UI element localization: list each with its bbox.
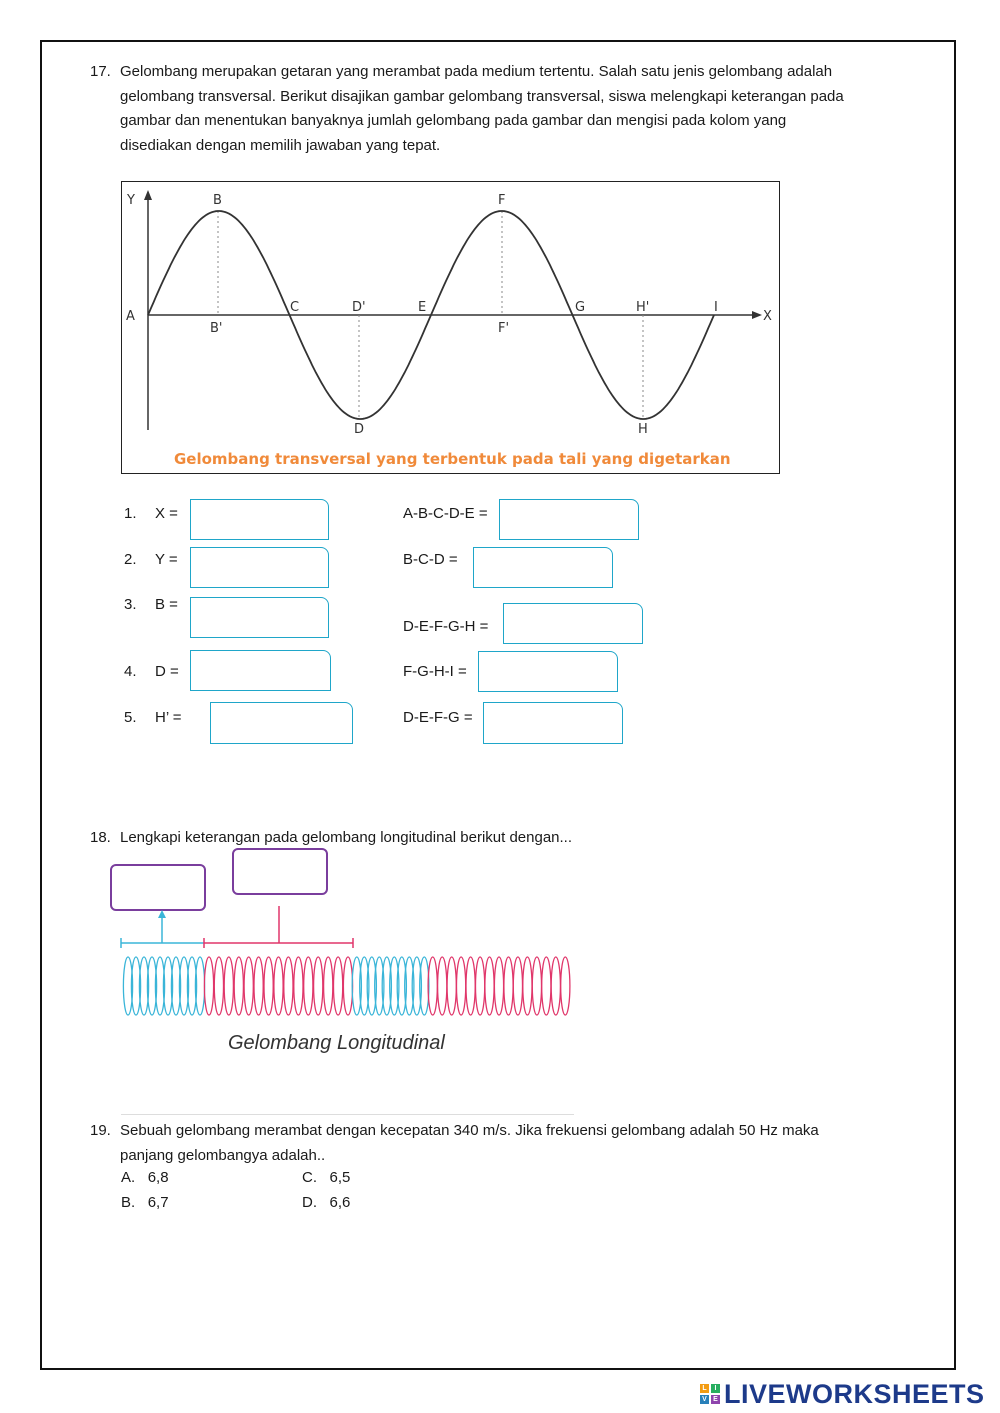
item-label-x: X = xyxy=(155,505,178,522)
option-value: 6,7 xyxy=(147,1194,169,1211)
answer-box-defg[interactable] xyxy=(483,702,623,744)
point-label-e: E xyxy=(418,300,427,315)
item-number: 1. xyxy=(124,505,137,522)
point-label-f-prime: F' xyxy=(498,321,510,336)
transverse-wave-figure xyxy=(121,181,780,474)
option-letter: C. xyxy=(302,1169,317,1186)
answer-box-rarefaction[interactable] xyxy=(110,864,206,911)
item-label-fghi: F-G-H-I = xyxy=(403,663,467,680)
answer-box-fghi[interactable] xyxy=(478,651,618,692)
answer-box-x[interactable] xyxy=(190,499,329,540)
liveworksheets-logo-icon: L I V E xyxy=(700,1384,720,1404)
point-label-b: B xyxy=(213,193,222,208)
point-label-c: C xyxy=(290,300,300,315)
question-19 xyxy=(90,1119,935,1168)
item-label-defg: D-E-F-G = xyxy=(403,709,473,726)
item-label-h-prime: H’ = xyxy=(155,709,182,726)
point-label-h-prime: H' xyxy=(636,300,650,315)
question-text xyxy=(120,60,935,158)
option-d[interactable] xyxy=(302,1194,350,1211)
option-value: 6,5 xyxy=(329,1169,351,1186)
question-line: gambar dan menentukan banyaknya jumlah gelombang pada gambar dan mengisi pada kolom yang xyxy=(120,112,787,129)
spring-coil xyxy=(304,957,313,1015)
question-number: 19. xyxy=(90,1122,111,1139)
answer-box-d[interactable] xyxy=(190,650,331,691)
question-number: 18. xyxy=(90,829,111,846)
spring-coil xyxy=(294,957,303,1015)
transverse-wave-diagram xyxy=(122,182,781,475)
spring-coil xyxy=(334,957,343,1015)
y-axis-arrow-icon xyxy=(144,190,152,200)
point-label-d-prime: D' xyxy=(352,300,366,315)
point-label-i: I xyxy=(714,300,718,315)
question-line: Gelombang merupakan getaran yang merambat pada medium tertentu. Salah satu jenis gelombang adalah xyxy=(120,63,833,80)
option-value: 6,6 xyxy=(329,1194,351,1211)
spring-coil xyxy=(561,957,570,1015)
spring-coil xyxy=(274,957,283,1015)
option-b[interactable] xyxy=(121,1194,169,1211)
arrow-up-icon xyxy=(158,910,166,918)
spring-coil xyxy=(542,957,551,1015)
point-label-a: A xyxy=(126,309,135,324)
item-label-abcde: A-B-C-D-E = xyxy=(403,505,488,522)
spring-coil xyxy=(485,957,494,1015)
answer-box-defgh[interactable] xyxy=(503,603,643,644)
spring-coil xyxy=(466,957,475,1015)
item-number: 3. xyxy=(124,596,137,613)
item-label-y: Y = xyxy=(155,551,178,568)
point-label-f: F xyxy=(498,193,506,208)
item-number: 4. xyxy=(124,663,137,680)
liveworksheets-brand xyxy=(700,1378,985,1410)
spring-coil xyxy=(551,957,560,1015)
answer-box-bcd[interactable] xyxy=(473,547,613,588)
x-axis-arrow-icon xyxy=(752,311,762,319)
item-label-defgh: D-E-F-G-H = xyxy=(403,618,489,635)
point-label-d: D xyxy=(354,422,365,437)
spring-coil xyxy=(476,957,485,1015)
option-letter: B. xyxy=(121,1194,136,1211)
item-number: 2. xyxy=(124,551,137,568)
question-text xyxy=(120,1119,935,1168)
brand-name: LIVEWORKSHEETS xyxy=(724,1378,985,1409)
spring-coil xyxy=(447,957,456,1015)
spring-coil xyxy=(214,957,223,1015)
spring-coil xyxy=(314,957,323,1015)
spring-coils xyxy=(123,957,570,1015)
spring-coil xyxy=(284,957,293,1015)
figure-caption: Gelombang transversal yang terbentuk pada tali yang digetarkan xyxy=(174,450,731,468)
option-value: 6,8 xyxy=(147,1169,169,1186)
axis-label-y: Y xyxy=(127,193,135,208)
axis-label-x: X xyxy=(763,309,772,324)
option-c[interactable] xyxy=(302,1169,350,1186)
spring-coil xyxy=(264,957,273,1015)
answer-box-abcde[interactable] xyxy=(499,499,639,540)
spring-coil xyxy=(523,957,532,1015)
longitudinal-wave-diagram xyxy=(110,906,590,1016)
spring-coil xyxy=(494,957,503,1015)
spring-coil xyxy=(532,957,541,1015)
question-18 xyxy=(90,826,935,851)
spring-coil xyxy=(224,957,233,1015)
question-line: panjang gelombangya adalah.. xyxy=(120,1146,326,1164)
answer-box-h-prime[interactable] xyxy=(210,702,353,744)
spring-coil xyxy=(254,957,263,1015)
question-number: 17. xyxy=(90,63,111,80)
spring-coil xyxy=(457,957,466,1015)
spring-coil xyxy=(234,957,243,1015)
answer-box-b[interactable] xyxy=(190,597,329,638)
question-text: Lengkapi keterangan pada gelombang longitudinal berikut dengan... xyxy=(120,829,573,846)
option-a[interactable] xyxy=(121,1169,169,1186)
option-letter: A. xyxy=(121,1169,136,1186)
answer-box-y[interactable] xyxy=(190,547,329,588)
item-label-b: B = xyxy=(155,596,178,613)
spring-coil xyxy=(343,957,352,1015)
spring-coil xyxy=(504,957,513,1015)
item-number: 5. xyxy=(124,709,137,726)
point-label-h: H xyxy=(638,422,648,437)
question-line: Sebuah gelombang merambat dengan kecepatan 340 m/s. Jika frekuensi gelombang adalah 50 Hz maka xyxy=(120,1122,819,1139)
spring-coil xyxy=(324,957,333,1015)
option-letter: D. xyxy=(302,1194,317,1211)
question-line: gelombang transversal. Berikut disajikan gambar gelombang transversal, siswa melengkapi keterangan pada xyxy=(120,87,844,105)
item-label-d: D = xyxy=(155,663,179,680)
spring-coil xyxy=(513,957,522,1015)
answer-box-compression[interactable] xyxy=(232,848,328,895)
item-label-bcd: B-C-D = xyxy=(403,551,458,568)
spring-coil xyxy=(244,957,253,1015)
longitudinal-caption: Gelombang Longitudinal xyxy=(228,1032,445,1054)
spring-coil xyxy=(204,957,213,1015)
point-label-g: G xyxy=(575,300,586,315)
divider xyxy=(121,1114,574,1115)
point-label-b-prime: B' xyxy=(210,321,223,336)
question-line: disediakan dengan memilih jawaban yang tepat. xyxy=(120,136,441,154)
spring-coil xyxy=(438,957,447,1015)
question-17 xyxy=(90,60,935,158)
